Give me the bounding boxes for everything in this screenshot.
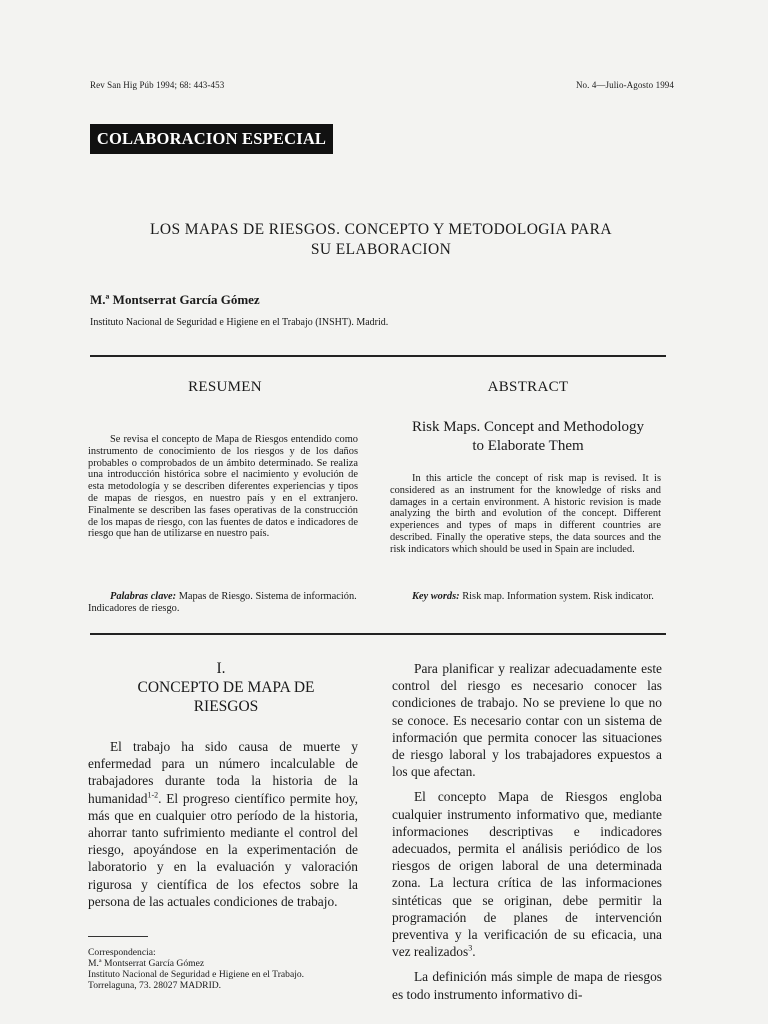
resumen-paragraph: Se revisa el concepto de Mapa de Riesgos entendido como instrumento de conocimiento de los riesgos y de los daños probables o comprobados de un ámbito determinado. Se realiza una introducción histórica sobre el nacimiento y evolución de esta metodología y se describen diferentes experiencias y tipos de mapas de riesgos, en nuestro país y en el extranjero. Finalmente se describen las fases operativas de la construcción de los mapas de riesgo, con las fuentes de datos e indicadores de riesgo que han de utilizarse en nuestro país. xyxy=(88,434,358,540)
abstract-paragraph: In this article the concept of risk map is revised. It is considered as an instrument for the knowledge of risks and damages in a certain environment. A historic revision is made analyzing the birth and evolution of the concept. Different experiences and types of maps in different countries are described. Finally the operative steps, the data sources and the risk indicators which should be used in Spain are included. xyxy=(390,473,661,555)
footnote-line: Instituto Nacional de Seguridad e Higiene en el Trabajo. xyxy=(88,969,305,980)
resumen-heading: RESUMEN xyxy=(188,379,262,395)
section-number: I. xyxy=(216,660,226,677)
divider-top xyxy=(90,355,666,357)
abstract-heading: ABSTRACT xyxy=(487,379,569,395)
citation-ref: 1-2 xyxy=(147,790,159,800)
resumen-keywords xyxy=(88,591,358,615)
abstract-keywords xyxy=(390,591,661,603)
author-name: M.ª Montserrat García Gómez xyxy=(90,292,260,307)
section-heading xyxy=(106,659,346,716)
keywords-label-en: Key words: xyxy=(412,591,460,602)
correspondence-footnote xyxy=(88,947,358,991)
section-heading-text-1: CONCEPTO DE MAPA DE xyxy=(137,679,315,696)
title-line-2: SU ELABORACION xyxy=(310,241,452,258)
body-column-right xyxy=(392,660,662,1003)
section-label: COLABORACION ESPECIAL xyxy=(90,124,333,154)
divider-middle xyxy=(90,633,666,635)
section-heading-line-1 xyxy=(106,659,346,697)
title-line-1: LOS MAPAS DE RIESGOS. CONCEPTO Y METODOLOGIA PARA xyxy=(149,221,612,238)
footnote-rule xyxy=(88,936,148,937)
body-column-left xyxy=(88,738,358,910)
abstract-title-line-2: to Elaborate Them xyxy=(472,438,584,454)
author-affiliation: Instituto Nacional de Seguridad e Higiene en el Trabajo (INSHT). Madrid. xyxy=(90,317,389,328)
body-paragraph: Para planificar y realizar adecuadamente este control del riesgo es necesario conocer las condiciones de trabajo. No se previene lo que no se conoce. Es necesario contar con un sistema de información que permita conocer las situaciones de riesgo laboral y los trabajadores expuestos a los que afectan. xyxy=(392,661,662,780)
keywords-label: Palabras clave: xyxy=(110,591,177,602)
footnote-line: M.ª Montserrat García Gómez xyxy=(88,958,205,969)
body-text: . El progreso científico permite hoy, más que en cualquier otro período de la historia, ahorrar tanto sufrimiento mediante el control del riesgo, apoyándose en la experimentación de laboratorio y en la evaluación y valoración rigurosa y científica de los efectos sobre la persona de las actuales condiciones de trabajo. xyxy=(88,790,358,909)
section-heading-line-2: RIESGOS xyxy=(193,698,259,715)
body-paragraph: La definición más simple de mapa de riesgos es todo instrumento informativo di- xyxy=(392,969,662,1002)
abstract-text xyxy=(390,473,661,556)
body-paragraph xyxy=(88,738,358,910)
keywords-value-en: Risk map. Information system. Risk indicator. xyxy=(462,591,654,602)
article-title xyxy=(90,220,672,260)
running-header-right: No. 4—Julio-Agosto 1994 xyxy=(575,80,674,90)
body-text: El trabajo ha sido causa de muerte y enfermedad para un número incalculable de trabajadores durante toda la historia de la humanidad xyxy=(88,739,358,806)
body-text: El concepto Mapa de Riesgos engloba cualquier instrumento informativo que, mediante informaciones descriptivas e indicadores adecuados, permita el análisis periódico de los riesgos de origen laboral de una determinada zona. La lectura crítica de las informaciones sintéticas que se originan, debe permitir la programación de planes de intervención preventiva y la verificación de su eficacia, una vez realizados xyxy=(392,789,662,960)
body-text: . xyxy=(472,944,476,960)
footnote-line: Torrelaguna, 73. 28027 MADRID. xyxy=(88,980,222,991)
footnote-line: Correspondencia: xyxy=(88,947,156,958)
resumen-text xyxy=(88,434,358,540)
body-paragraph xyxy=(392,788,662,960)
citation-ref: 3 xyxy=(468,943,473,953)
keywords-value: Mapas de Riesgo. Sistema de información. Indicadores de riesgo. xyxy=(88,591,357,614)
abstract-title-line-1: Risk Maps. Concept and Methodology xyxy=(411,419,645,435)
abstract-title xyxy=(390,418,666,456)
running-header-left: Rev San Hig Púb 1994; 68: 443-453 xyxy=(90,80,225,90)
